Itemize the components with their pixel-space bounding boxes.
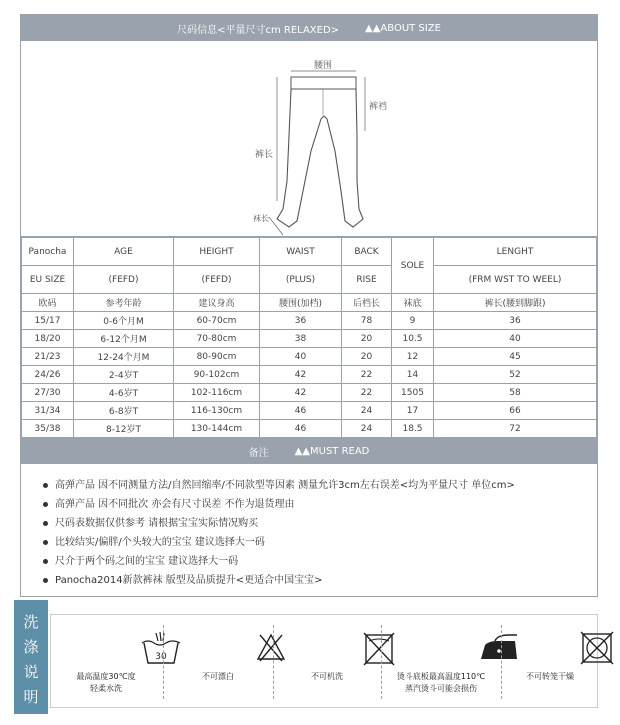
table-row <box>22 348 597 366</box>
table-cn-header-row <box>22 294 597 312</box>
table-cell: 4-6岁T <box>74 384 174 402</box>
cn-header-cell: 袜底 <box>392 294 434 312</box>
table-cell: 15/17 <box>22 312 74 330</box>
table-cell: 22 <box>342 366 392 384</box>
size-info-header <box>21 15 597 41</box>
notes-subtitle: ▲▲MUST READ <box>294 445 370 457</box>
table-cell: 70-80cm <box>174 330 260 348</box>
header-waist: WAIST <box>260 238 342 266</box>
table-cell: 24 <box>342 420 392 438</box>
table-cell: 9 <box>392 312 434 330</box>
notes-header <box>21 438 597 464</box>
table-cell: 45 <box>434 348 597 366</box>
washing-title <box>14 600 48 714</box>
rise-label: 裤裆 <box>369 102 388 112</box>
table-cell: 40 <box>434 330 597 348</box>
table-cell: 36 <box>260 312 342 330</box>
table-cell: 35/38 <box>22 420 74 438</box>
table-subheader-row <box>22 266 597 294</box>
notes-list <box>21 464 597 596</box>
table-cell: 18/20 <box>22 330 74 348</box>
table-cell: 66 <box>434 402 597 420</box>
wash-label-line: 轻柔水洗 <box>90 684 122 693</box>
table-cell: 116-130cm <box>174 402 260 420</box>
wash-separator <box>501 625 502 699</box>
wash-separator <box>273 625 274 699</box>
washing-title-char: 洗 <box>23 613 39 631</box>
table-cell: 46 <box>260 402 342 420</box>
table-cell: 20 <box>342 330 392 348</box>
header-waist-sub: (PLUS) <box>260 266 342 294</box>
header-sole: SOLE <box>392 238 434 294</box>
wash-item-no-bleach <box>165 615 271 709</box>
table-row <box>22 312 597 330</box>
note-item: 比较结实/偏胖/个头较大的宝宝 建议选择大一码 <box>41 533 597 552</box>
table-cell: 40 <box>260 348 342 366</box>
header-rise-sub: RISE <box>342 266 392 294</box>
header-age: AGE <box>74 238 174 266</box>
wash-item-iron <box>383 615 499 709</box>
wash-separator <box>381 625 382 699</box>
table-cell: 80-90cm <box>174 348 260 366</box>
table-cell: 38 <box>260 330 342 348</box>
table-cell: 42 <box>260 384 342 402</box>
cn-header-cell: 欧码 <box>22 294 74 312</box>
wash-item-label <box>51 671 161 695</box>
size-info-title: 尺码信息<平量尺寸cm RELAXED> <box>177 24 340 36</box>
table-cell: 2-4岁T <box>74 366 174 384</box>
table-cell: 78 <box>342 312 392 330</box>
cn-header-cell: 建议身高 <box>174 294 260 312</box>
table-cell: 20 <box>342 348 392 366</box>
wash-label-line: 最高温度30℃度 <box>76 672 136 681</box>
table-cell: 60-70cm <box>174 312 260 330</box>
wash-item-no-tumble-dry <box>503 615 597 709</box>
table-cell: 10.5 <box>392 330 434 348</box>
table-cell: 12 <box>392 348 434 366</box>
table-cell: 12-24个月M <box>74 348 174 366</box>
table-cell: 42 <box>260 366 342 384</box>
header-eu-size: EU SIZE <box>22 266 74 294</box>
cn-header-cell: 参考年龄 <box>74 294 174 312</box>
size-table <box>21 237 597 438</box>
table-cell: 90-102cm <box>174 366 260 384</box>
table-cell: 130-144cm <box>174 420 260 438</box>
table-row <box>22 366 597 384</box>
wash-label-line: 蒸汽烫斗可能会损伤 <box>405 684 477 693</box>
cn-header-cell: 后档长 <box>342 294 392 312</box>
notes-title: 备注 <box>248 447 269 459</box>
header-height: HEIGHT <box>174 238 260 266</box>
cn-header-cell: 裤长(腰到脚跟) <box>434 294 597 312</box>
wash-label-line: 不可机洗 <box>311 672 343 681</box>
table-cell: 22 <box>342 384 392 402</box>
wash-item-label <box>275 671 379 683</box>
wash-item-label <box>503 671 597 683</box>
header-height-sub: (FEFD) <box>174 266 260 294</box>
table-cell: 14 <box>392 366 434 384</box>
note-item: 高弹产品 因不同测量方法/自然回缩率/不同款型等因素 测量允许3cm左右误差<均为平量尺寸 单位cm> <box>41 476 597 495</box>
note-item: 尺介于两个码之间的宝宝 建议选择大一码 <box>41 552 597 571</box>
wash-item-no-machine-wash <box>275 615 379 709</box>
no-tumble-dry-icon <box>550 629 620 667</box>
wash-item-label <box>165 671 271 683</box>
table-row <box>22 420 597 438</box>
waist-label: 腰围 <box>313 61 333 71</box>
table-cell: 72 <box>434 420 597 438</box>
sole-label: 袜长 <box>253 214 269 223</box>
washing-title-char: 说 <box>23 663 39 681</box>
washing-title-char: 涤 <box>23 638 39 656</box>
table-cell: 102-116cm <box>174 384 260 402</box>
wash-item-label <box>383 671 499 695</box>
table-cell: 24/26 <box>22 366 74 384</box>
table-row <box>22 330 597 348</box>
note-item: 尺码表数据仅供参考 请根据宝宝实际情况购买 <box>41 514 597 533</box>
table-cell: 18.5 <box>392 420 434 438</box>
wash-label-line: 烫斗底板最高温度110℃ <box>396 672 486 681</box>
table-cell: 1505 <box>392 384 434 402</box>
table-cell: 27/30 <box>22 384 74 402</box>
note-item: Panocha2014新款裤袜 版型及品质提升<更适合中国宝宝> <box>41 571 597 590</box>
wash-temp-label: 30 <box>155 652 167 662</box>
table-header-row <box>22 238 597 266</box>
table-cell: 21/23 <box>22 348 74 366</box>
size-info-subtitle: ▲▲ABOUT SIZE <box>365 22 441 34</box>
header-brand: Panocha <box>22 238 74 266</box>
table-cell: 6-8岁T <box>74 402 174 420</box>
table-cell: 17 <box>392 402 434 420</box>
note-item: 高弹产品 因不同批次 亦会有尺寸误差 不作为退货理由 <box>41 495 597 514</box>
header-length-sub: (FRM WST TO WEEL) <box>434 266 597 294</box>
table-row <box>22 384 597 402</box>
wash-label-line: 不可漂白 <box>202 672 234 681</box>
tights-diagram <box>21 41 597 237</box>
table-cell: 0-6个月M <box>74 312 174 330</box>
table-cell: 6-12个月M <box>74 330 174 348</box>
table-cell: 58 <box>434 384 597 402</box>
header-age-sub: (FEFD) <box>74 266 174 294</box>
table-cell: 52 <box>434 366 597 384</box>
table-cell: 36 <box>434 312 597 330</box>
length-label: 裤长 <box>255 150 274 160</box>
wash-label-line: 不可转笼干燥 <box>526 672 574 681</box>
table-cell: 31/34 <box>22 402 74 420</box>
table-cell: 8-12岁T <box>74 420 174 438</box>
washing-instructions <box>14 600 598 714</box>
table-row <box>22 402 597 420</box>
header-back: BACK <box>342 238 392 266</box>
cn-header-cell: 腰围(加档) <box>260 294 342 312</box>
wash-item-hand-wash <box>51 615 167 709</box>
table-cell: 24 <box>342 402 392 420</box>
header-length: LENGHT <box>434 238 597 266</box>
washing-icons-box <box>50 614 598 708</box>
table-cell: 46 <box>260 420 342 438</box>
size-info-panel <box>20 14 598 597</box>
tights-illustration <box>21 41 599 237</box>
washing-title-char: 明 <box>23 688 39 706</box>
wash-separator <box>163 625 164 699</box>
